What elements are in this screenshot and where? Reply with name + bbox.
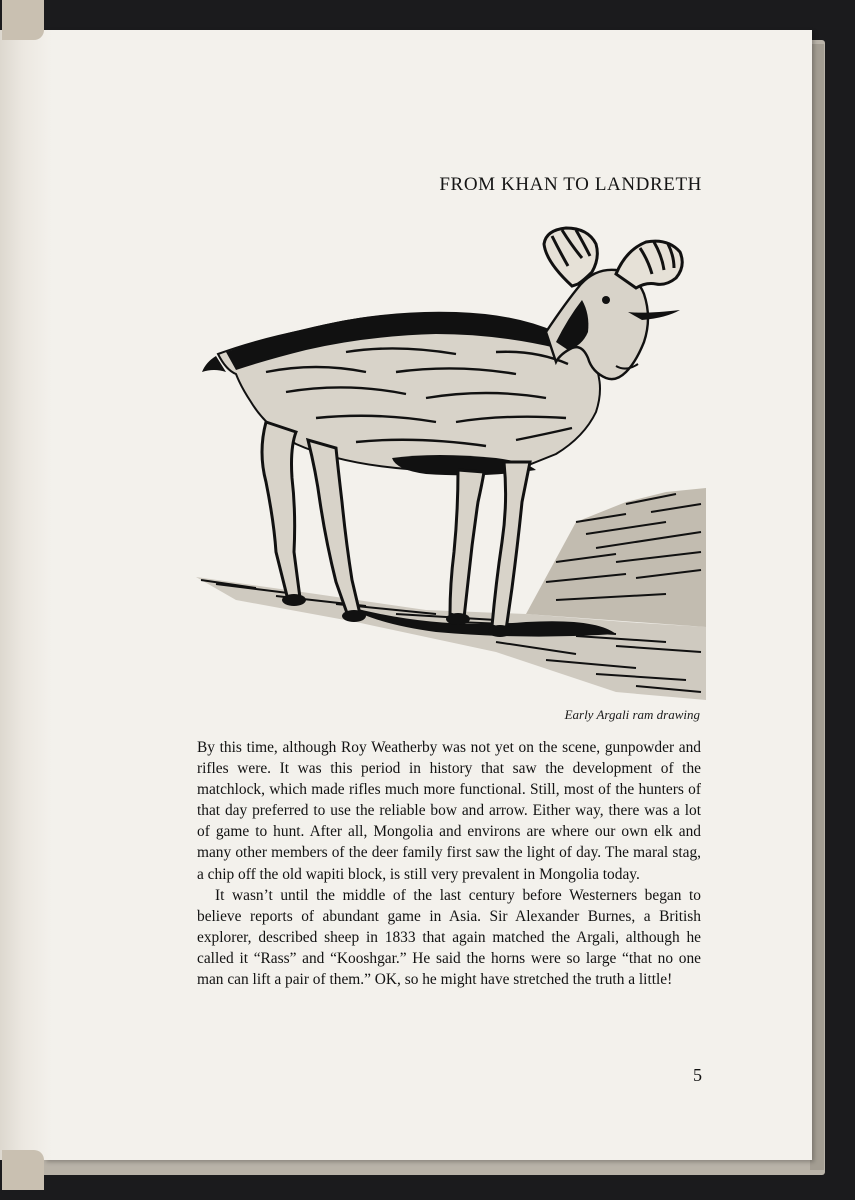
running-head: FROM KHAN TO LANDRETH	[439, 174, 702, 195]
ram-horn-right	[616, 241, 682, 288]
binding-fray-top	[2, 0, 44, 40]
cover-edge	[810, 44, 824, 1170]
illustration-caption: Early Argali ram drawing	[564, 707, 700, 722]
body-paragraph: It wasn’t until the middle of the last century before Westerners began to believe reports of abundant game in Asia. Sir Alexander Burnes, a British explorer, described sheep in 1833 that again matched the Argali, although he called it “Rass” and “Kooshgar.” He said the horns were so large “that no one man can lift a pair of them.” OK, so he might have stretched the truth a little!	[197, 886, 701, 989]
page-number: 5	[693, 1065, 702, 1085]
binding-fray-bottom	[2, 1150, 44, 1190]
body-text	[197, 737, 701, 990]
page-gutter	[0, 30, 52, 1160]
argali-ram-illustration	[196, 222, 706, 704]
body-paragraph: By this time, although Roy Weatherby was not yet on the scene, gunpowder and rifles were. It was this period in history that saw the development of the matchlock, which made rifles much more functional. Still, most of the hunters of that day preferred to use the reliable bow and arrow. Either way, there was a lot of game to hunt. After all, Mongolia and environs are where our own elk and many other members of the deer family first saw the light of day. The maral stag, a chip off the old wapiti block, is still very prevalent in Mongolia today.	[197, 739, 701, 883]
